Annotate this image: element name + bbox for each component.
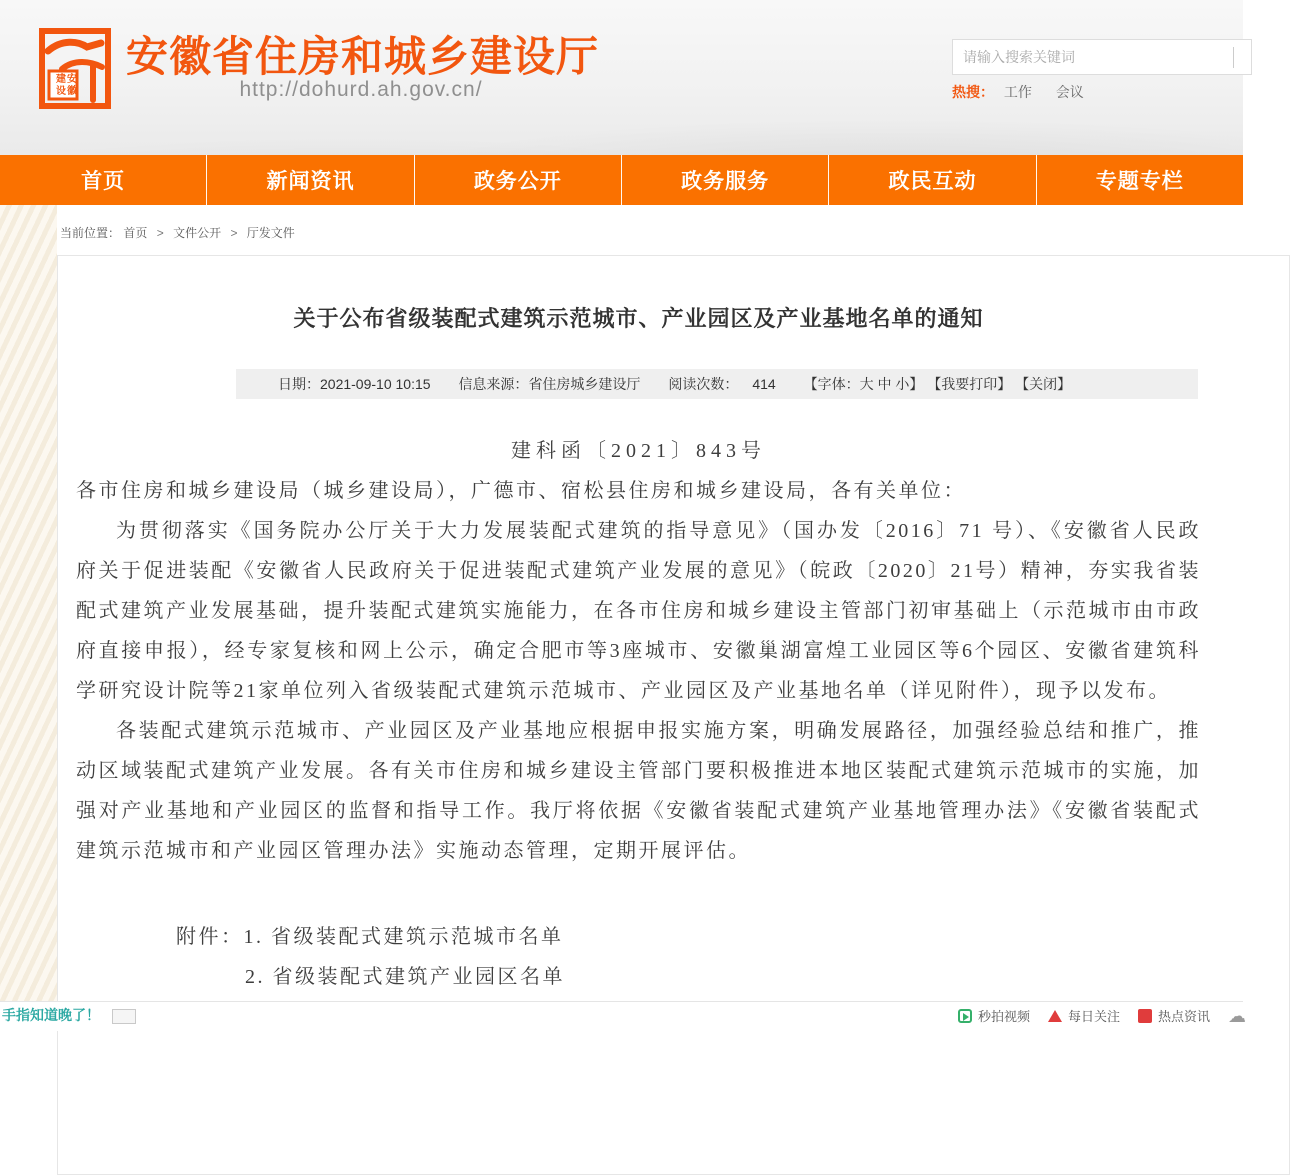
font-size-control[interactable]: 【字体：大 中 小】 (803, 376, 924, 392)
shortcut-hot-news-label: 热点资讯 (1158, 1009, 1211, 1024)
search-input[interactable] (953, 40, 1223, 74)
document-number: 建科函〔2021〕843号 (511, 440, 766, 462)
bottom-left-notice[interactable] (2, 1005, 136, 1025)
bottom-toolbar (0, 1001, 1247, 1031)
hot-search-link-work[interactable]: 工作 (1003, 84, 1032, 100)
site-url: http://dohurd.ah.gov.cn/ (239, 78, 483, 101)
weather-cloud-icon[interactable]: ☁ (1228, 1005, 1247, 1026)
site-header (0, 0, 1243, 155)
bottom-left-text[interactable]: 手指知道晚了！ (2, 1007, 100, 1023)
meta-date: 2021-09-10 10:15 (320, 376, 431, 392)
left-texture-strip (0, 205, 57, 1014)
paragraph-requirements: 各装配式建筑示范城市、产业园区及产业基地应根据申报实施方案，明确发展路径，加强经验总结和推广，推动区域装配式建筑产业发展。各有关市住房和城乡建设主管部门要积极推进本地区装配式建筑示范城市的实施，加强对产业基地和产业园区的监督和指导工作。我厅将依据《安徽省装配式建筑产业基地管理办法》《安徽省装配式建筑示范城市和产业园区管理办法》实施动态管理，定期开展评估。 (76, 720, 1201, 862)
site-title[interactable]: 安徽省住房和城乡建设厅 (126, 33, 600, 80)
bottom-right-shortcuts (958, 1006, 1246, 1025)
meta-date-label: 日期： (278, 376, 320, 392)
breadcrumb-separator: > (156, 226, 164, 240)
paragraph-salutation: 各市住房和城乡建设局（城乡建设局），广德市、宿松县住房和城乡建设局，各有关单位： (76, 480, 966, 502)
svg-text:徽: 徽 (67, 86, 77, 97)
breadcrumb-label: 当前位置： (60, 226, 121, 240)
close-button[interactable]: 【关闭】 (1015, 376, 1072, 392)
nav-item-gov-services[interactable]: 政务服务 (621, 155, 828, 205)
flame-icon (1048, 1010, 1062, 1022)
breadcrumb (60, 224, 295, 241)
svg-text:设: 设 (56, 86, 66, 97)
paragraph-announcement: 为贯彻落实《国务院办公厅关于大力发展装配式建筑的指导意见》（国办发〔2016〕71 号）、《安徽省人民政府关于促进装配《安徽省人民政府关于促进装配式建筑产业发展的意见》（皖政〔2020〕21号）精神，夯实我省装配式建筑产业发展基础，提升装配式建筑实施能力，在各市住房和城乡建设主管部门初审基础上（示范城市由市政府直接申报），经专家复核和网上公示，确定合肥市等3座城市、安徽巢湖富煌工业园区等6个园区、安徽省建筑科学研究设计院等21家单位列入省级装配式建筑示范城市、产业园区及产业基地名单（详见附件），现予以发布。 (76, 520, 1201, 702)
article-meta-bar (236, 369, 1198, 399)
search-divider (1233, 47, 1234, 68)
news-icon (1138, 1009, 1152, 1023)
svg-text:建: 建 (56, 74, 66, 85)
bottom-left-chip-button[interactable] (112, 1009, 136, 1024)
breadcrumb-separator: > (230, 226, 238, 240)
breadcrumb-documents[interactable]: 文件公开 (173, 226, 222, 240)
article-title: 关于公布省级装配式建筑示范城市、产业园区及产业基地名单的通知 (293, 306, 984, 331)
site-logo[interactable] (38, 24, 112, 112)
meta-source: 省住房城乡建设厅 (528, 376, 641, 392)
article-container (57, 255, 1290, 1175)
attachment-item-2: 2. 省级装配式建筑产业园区名单 (245, 966, 565, 988)
shortcut-daily-focus-label: 每日关注 (1068, 1009, 1121, 1024)
svg-text:安: 安 (67, 74, 77, 85)
nav-item-gov-disclosure[interactable]: 政务公开 (414, 155, 621, 205)
nav-item-home[interactable]: 首页 (81, 170, 126, 193)
attachments-label: 附件： (176, 926, 244, 948)
nav-item-special-columns[interactable]: 专题专栏 (1036, 155, 1243, 205)
hot-search-label: 热搜： (952, 84, 994, 100)
shortcut-daily-focus[interactable] (1048, 1006, 1120, 1025)
nav-item-news[interactable]: 新闻资讯 (206, 155, 413, 205)
nav-item-interaction[interactable]: 政民互动 (828, 155, 1035, 205)
print-button[interactable]: 【我要打印】 (927, 376, 1012, 392)
meta-source-label: 信息来源： (458, 376, 529, 392)
attachment-line (176, 957, 1201, 997)
breadcrumb-home[interactable]: 首页 (123, 226, 148, 240)
seal-logo-icon (38, 24, 112, 112)
search-box[interactable] (952, 39, 1252, 75)
meta-views-count: 414 (752, 376, 776, 392)
article-body (76, 431, 1201, 1037)
hot-search-row (952, 82, 1104, 102)
main-navbar (0, 155, 1243, 205)
breadcrumb-dept-documents[interactable]: 厅发文件 (246, 226, 295, 240)
attachment-line (176, 917, 1201, 957)
shortcut-video-label: 秒拍视频 (978, 1009, 1031, 1024)
video-icon (958, 1009, 972, 1023)
attachment-item-1: 1. 省级装配式建筑示范城市名单 (243, 926, 564, 948)
shortcut-video[interactable] (958, 1006, 1030, 1025)
shortcut-hot-news[interactable] (1138, 1006, 1210, 1025)
hot-search-link-meeting[interactable]: 会议 (1055, 84, 1084, 100)
meta-views-label: 阅读次数： (668, 376, 739, 392)
